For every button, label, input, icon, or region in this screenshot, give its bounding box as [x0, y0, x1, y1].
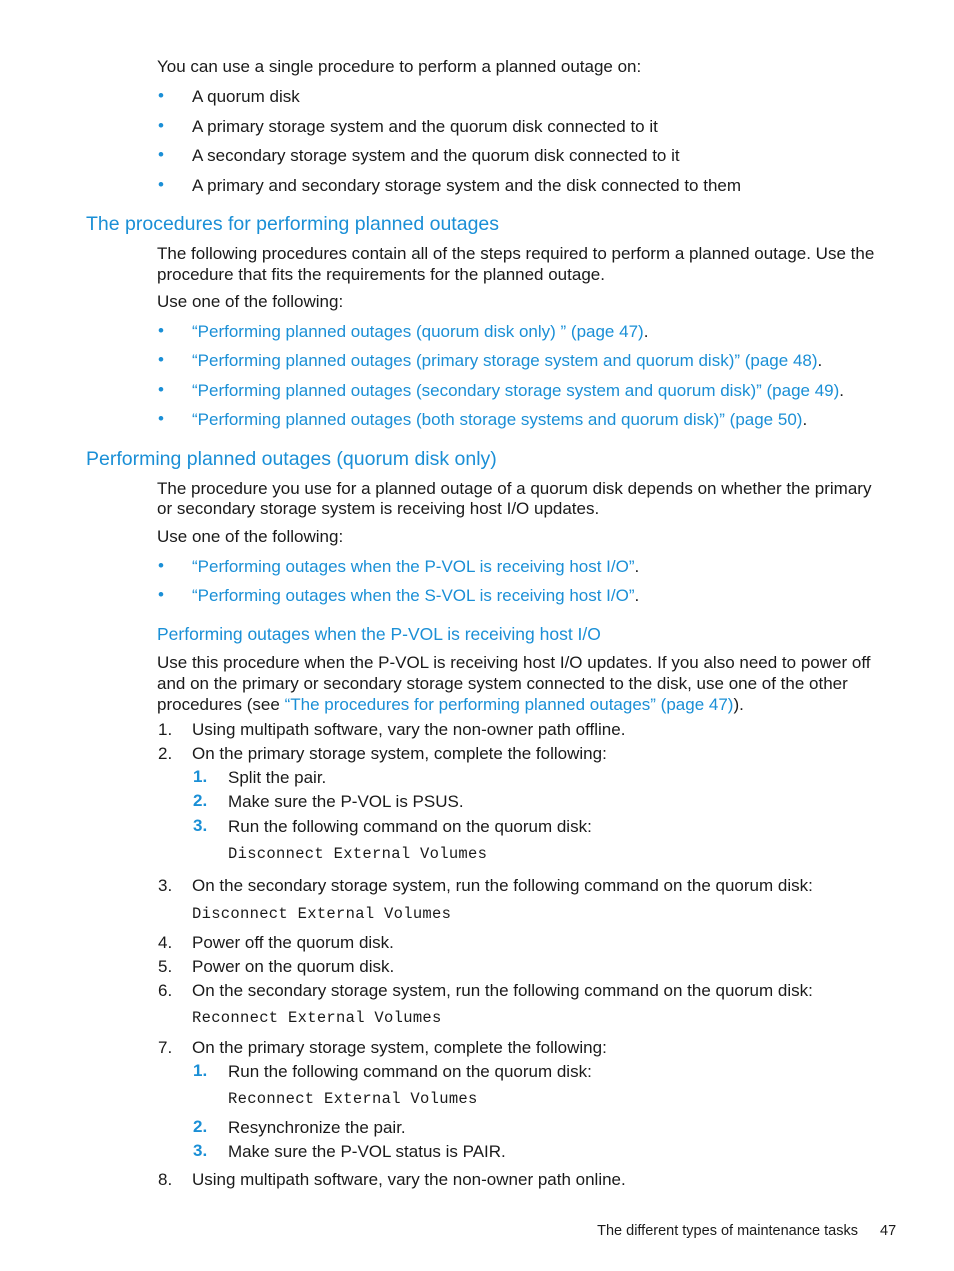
link-suffix: . [643, 322, 649, 341]
step-text: Using multipath software, vary the non-owner path offline. [192, 720, 626, 739]
paragraph-line: Use this procedure when the P-VOL is receiving host I/O updates. If you also need to power off [157, 653, 871, 672]
cross-reference-link[interactable]: “The procedures for performing planned outages” (page 47) [284, 695, 734, 714]
bullet-dot: • [158, 145, 164, 164]
command-code: Reconnect External Volumes [192, 1009, 442, 1027]
list-item: A secondary storage system and the quorum disk connected to it [192, 146, 680, 165]
paragraph-line: The procedure you use for a planned outage of a quorum disk depends on whether the primary [157, 479, 872, 498]
link-suffix: . [634, 557, 640, 576]
command-code: Disconnect External Volumes [192, 905, 452, 923]
step-text: On the secondary storage system, run the following command on the quorum disk: [192, 876, 813, 895]
substep-number: 3. [193, 816, 208, 835]
page-number: 47 [880, 1223, 897, 1239]
list-item [192, 321, 648, 342]
paragraph-line: and on the primary or secondary storage system connected to the disk, use one of the other [157, 674, 848, 693]
link-suffix: . [839, 381, 845, 400]
substep-text: Run the following command on the quorum disk: [228, 1062, 592, 1081]
substep-text: Make sure the P-VOL status is PAIR. [228, 1142, 506, 1161]
bullet-dot: • [158, 409, 164, 428]
step-number: 4. [158, 933, 173, 952]
paragraph-line: The following procedures contain all of the steps required to perform a planned outage. Use the [157, 244, 875, 263]
step-number: 2. [158, 744, 173, 763]
paragraph-line: Use one of the following: [157, 292, 344, 311]
step-text: On the secondary storage system, run the following command on the quorum disk: [192, 981, 813, 1000]
bullet-dot: • [158, 116, 164, 135]
substep-number: 2. [193, 1117, 208, 1136]
substep-number: 2. [193, 791, 208, 810]
substep-number: 1. [193, 1061, 208, 1080]
footer-section-title: The different types of maintenance tasks [597, 1223, 858, 1239]
section-heading: Performing planned outages (quorum disk only) [86, 448, 497, 470]
subsection-heading: Performing outages when the P-VOL is receiving host I/O [157, 624, 601, 644]
step-number: 1. [158, 720, 173, 739]
bullet-dot: • [158, 175, 164, 194]
step-number: 6. [158, 981, 173, 1000]
bullet-dot: • [158, 585, 164, 604]
step-text: On the primary storage system, complete the following: [192, 744, 607, 763]
list-item [192, 585, 639, 606]
bullet-dot: • [158, 556, 164, 575]
step-text: Power on the quorum disk. [192, 957, 395, 976]
paragraph-line: procedure that fits the requirements for the planned outage. [157, 265, 605, 284]
link-suffix: . [802, 410, 808, 429]
substep-number: 3. [193, 1141, 208, 1160]
list-item [192, 380, 844, 401]
bullet-dot: • [158, 380, 164, 399]
cross-reference-link[interactable]: “Performing planned outages (both storage systems and quorum disk)” (page 50) [192, 410, 803, 429]
step-number: 3. [158, 876, 173, 895]
list-item [192, 350, 822, 371]
step-number: 5. [158, 957, 173, 976]
bullet-dot: • [158, 350, 164, 369]
link-suffix: . [817, 351, 823, 370]
list-item: A quorum disk [192, 87, 300, 106]
intro-text: You can use a single procedure to perform a planned outage on: [157, 57, 642, 76]
step-text: Using multipath software, vary the non-owner path online. [192, 1170, 626, 1189]
paragraph-line: or secondary storage system is receiving host I/O updates. [157, 499, 600, 518]
cross-reference-link[interactable]: “Performing planned outages (primary storage system and quorum disk)” (page 48) [192, 351, 818, 370]
substep-text: Make sure the P-VOL is PSUS. [228, 792, 464, 811]
command-code: Disconnect External Volumes [228, 845, 488, 863]
substep-number: 1. [193, 767, 208, 786]
list-item: A primary and secondary storage system and the disk connected to them [192, 176, 742, 195]
substep-text: Split the pair. [228, 768, 327, 787]
paragraph-text: ). [733, 695, 744, 714]
list-item [192, 556, 639, 577]
paragraph-line [157, 694, 744, 715]
cross-reference-link[interactable]: “Performing outages when the P-VOL is receiving host I/O” [192, 557, 635, 576]
paragraph-line: Use one of the following: [157, 527, 344, 546]
bullet-dot: • [158, 321, 164, 340]
cross-reference-link[interactable]: “Performing outages when the S-VOL is receiving host I/O” [192, 586, 635, 605]
step-text: Power off the quorum disk. [192, 933, 394, 952]
cross-reference-link[interactable]: “Performing planned outages (quorum disk only) ” (page 47) [192, 322, 644, 341]
command-code: Reconnect External Volumes [228, 1090, 478, 1108]
step-number: 7. [158, 1038, 173, 1057]
cross-reference-link[interactable]: “Performing planned outages (secondary storage system and quorum disk)” (page 49) [192, 381, 840, 400]
step-text: On the primary storage system, complete the following: [192, 1038, 607, 1057]
list-item: A primary storage system and the quorum disk connected to it [192, 117, 658, 136]
section-heading: The procedures for performing planned outages [86, 213, 500, 235]
list-item [192, 409, 807, 430]
substep-text: Resynchronize the pair. [228, 1118, 406, 1137]
link-suffix: . [634, 586, 640, 605]
step-number: 8. [158, 1170, 173, 1189]
paragraph-text: procedures (see [157, 695, 285, 714]
bullet-dot: • [158, 86, 164, 105]
substep-text: Run the following command on the quorum disk: [228, 817, 592, 836]
